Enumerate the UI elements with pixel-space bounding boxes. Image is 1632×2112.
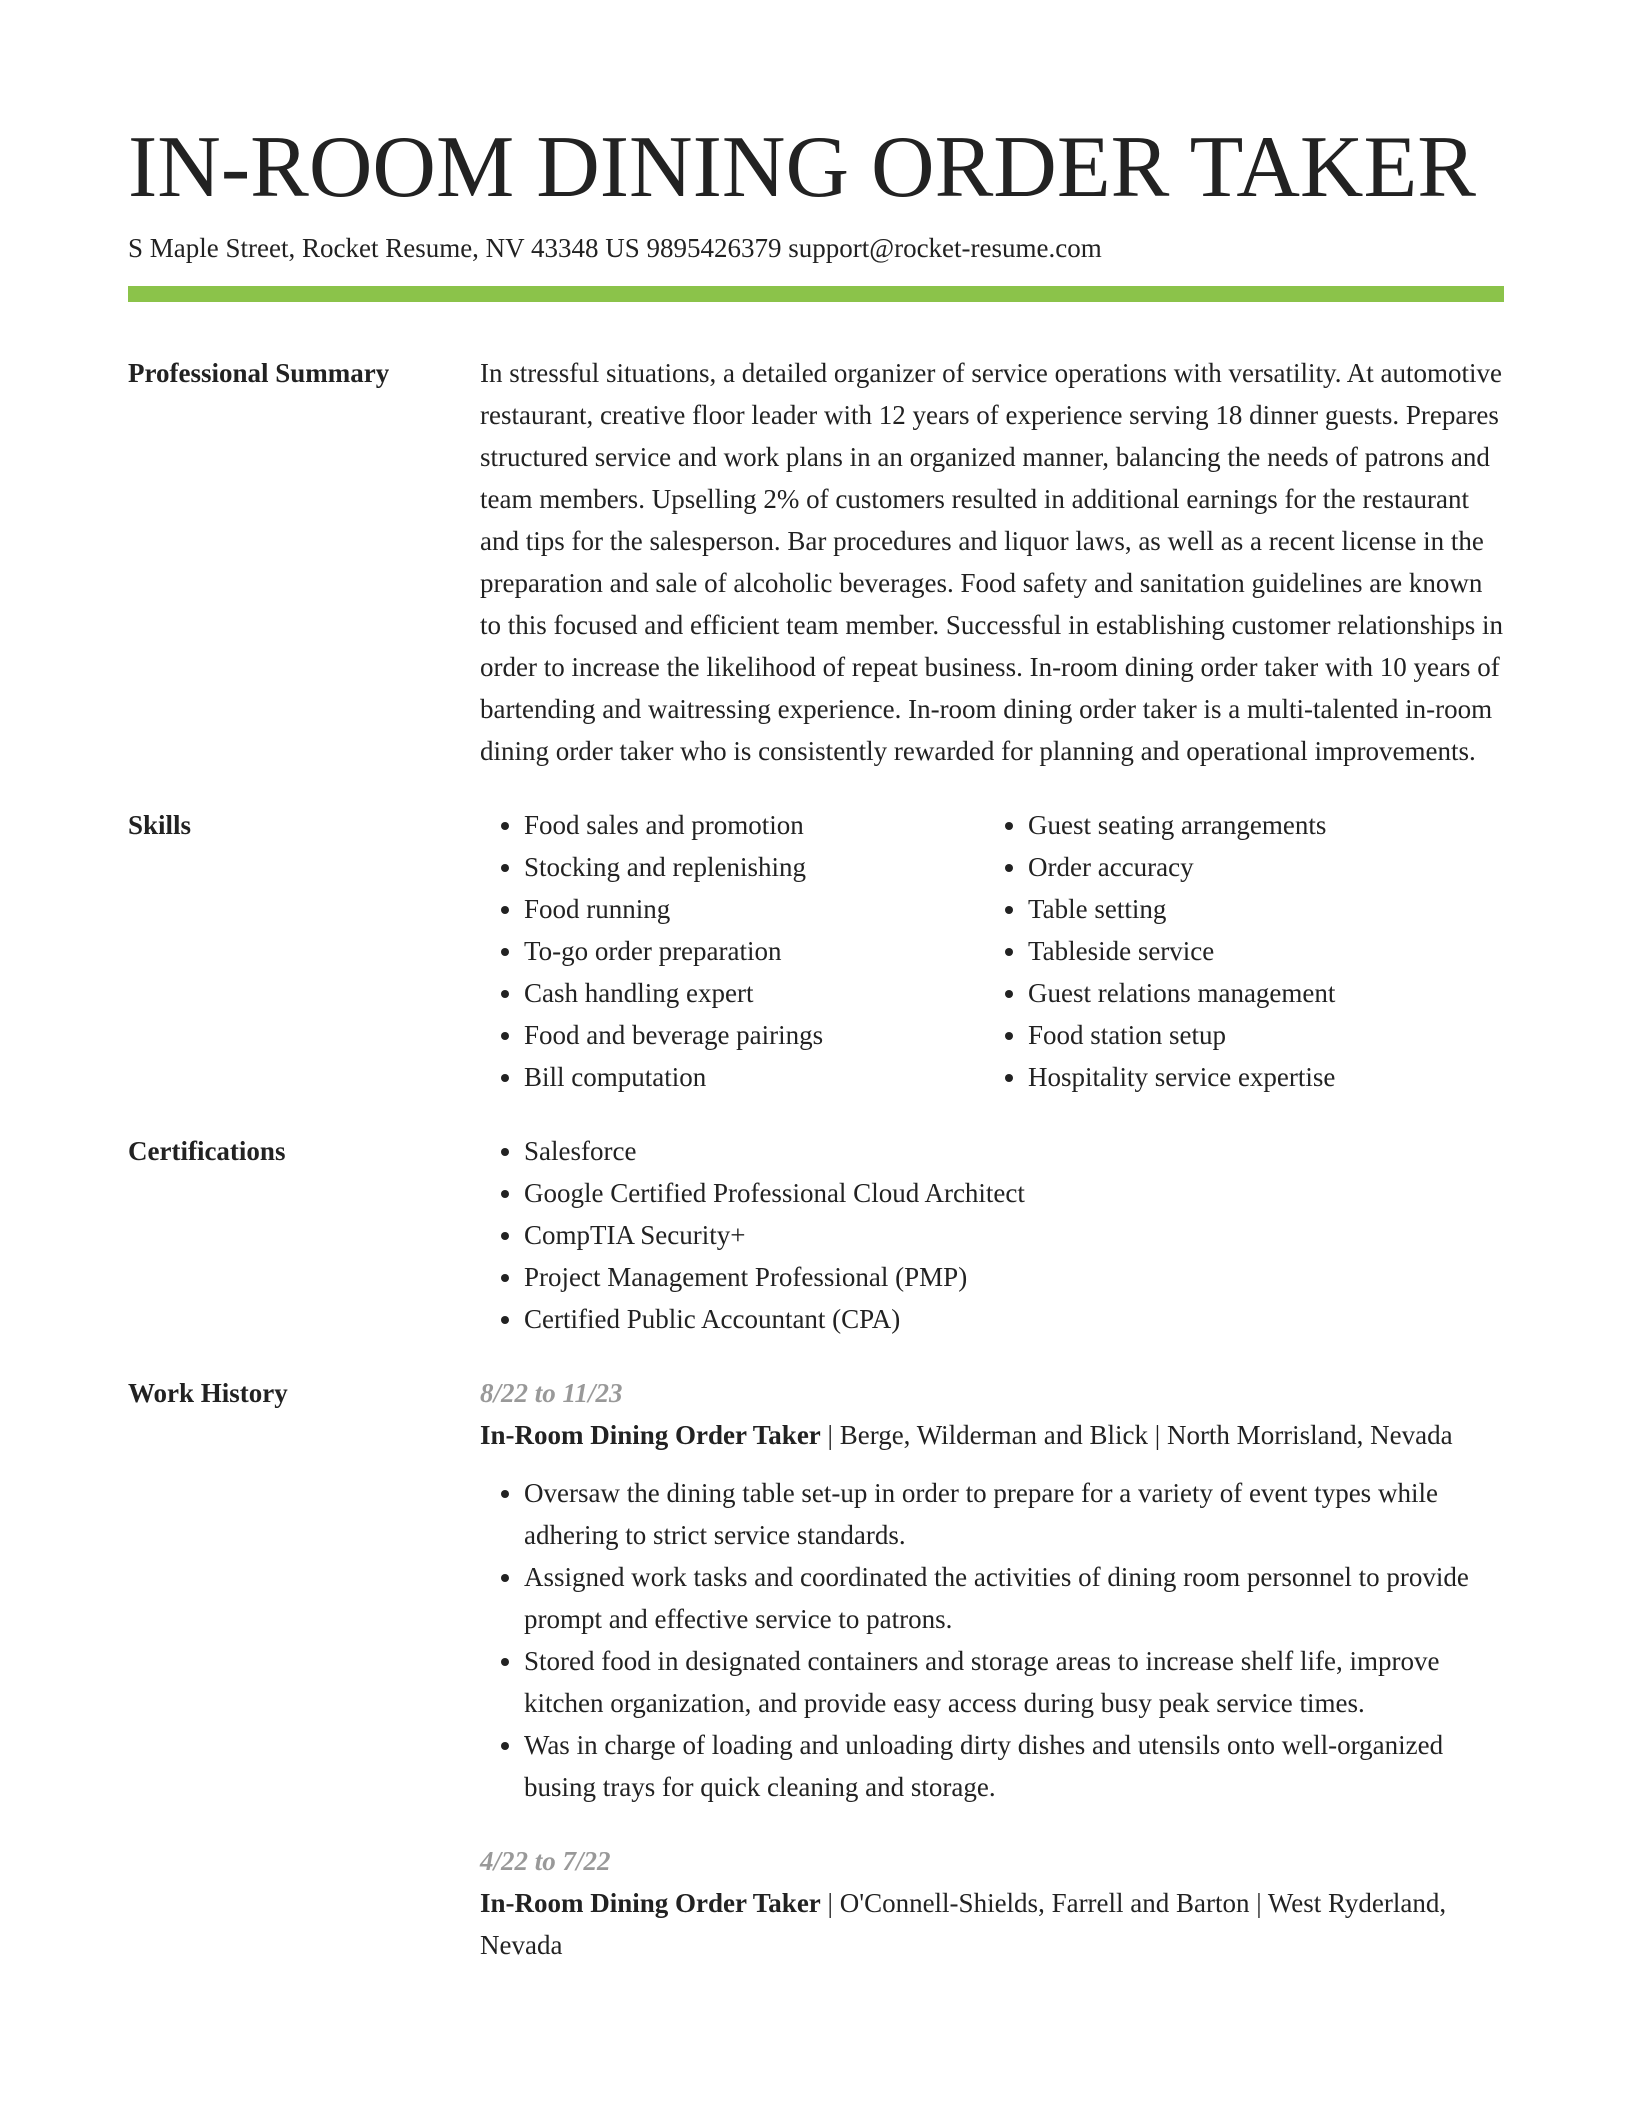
- skills-section: [128, 804, 1504, 1098]
- certifications-section: [128, 1130, 1504, 1340]
- job-bullet: • Assigned work tasks and coordinated the activities of dining room personnel to provide prompt and effective service to patrons.: [524, 1556, 1504, 1640]
- section-title-certifications: Certifications: [128, 1136, 286, 1166]
- header-divider: [128, 286, 1504, 302]
- section-title-work-history: Work History: [128, 1378, 288, 1408]
- skill-item: • Tableside service: [1028, 930, 1488, 972]
- job-entry: [480, 1840, 1504, 1966]
- skills-column-left: [480, 804, 984, 1098]
- contact-address: S Maple Street, Rocket Resume, NV 43348 US: [128, 233, 640, 263]
- job-bullets: [480, 1472, 1504, 1808]
- skill-item: • Food station setup: [1028, 1014, 1488, 1056]
- skill-item: • To-go order preparation: [524, 930, 984, 972]
- skill-item: • Bill computation: [524, 1056, 984, 1098]
- skills-column-right: [984, 804, 1488, 1098]
- skill-item: • Food and beverage pairings: [524, 1014, 984, 1056]
- skill-item: • Order accuracy: [1028, 846, 1488, 888]
- job-entry: [480, 1372, 1504, 1808]
- work-history-body: [480, 1372, 1504, 1998]
- certifications-list-wrap: [480, 1130, 1504, 1340]
- job-employer-location: | O'Connell-Shields, Farrell and Barton | West Ryderland, Nevada: [480, 1888, 1447, 1960]
- certification-item: • Google Certified Professional Cloud Architect: [524, 1172, 1504, 1214]
- job-dates: 4/22 to 7/22: [480, 1846, 611, 1876]
- job-heading: [480, 1882, 1504, 1966]
- certifications-list: [480, 1130, 1504, 1340]
- job-title: In-Room Dining Order Taker: [480, 1888, 821, 1918]
- job-dates: 8/22 to 11/23: [480, 1378, 623, 1408]
- summary-text: In stressful situations, a detailed organizer of service operations with versatility. At automotive restaurant, creative floor leader with 12 years of experience serving 18 dinner guests. Prepares structured service and work plans in an organized manner, balancing the needs of patrons and team members. Upselling 2% of customers resulted in additional earnings for the restaurant and tips for the salesperson. Bar procedures and liquor laws, as well as a recent license in the preparation and sale of alcoholic beverages. Food safety and sanitation guidelines are known to this focused and efficient team member. Successful in establishing customer relationships in order to increase the likelihood of repeat business. In-room dining order taker with 10 years of bartending and waitressing experience. In-room dining order taker is a multi-talented in-room dining order taker who is consistently rewarded for planning and operational improvements.: [480, 358, 1504, 766]
- certification-item: • Certified Public Accountant (CPA): [524, 1298, 1504, 1340]
- skill-item: • Food sales and promotion: [524, 804, 984, 846]
- contact-phone: 9895426379: [646, 233, 782, 263]
- resume-title: IN-ROOM DINING ORDER TAKER: [128, 119, 1476, 216]
- job-employer-location: | Berge, Wilderman and Blick | North Morrisland, Nevada: [820, 1420, 1453, 1450]
- skills-list: [480, 804, 1504, 1098]
- contact-email: support@rocket-resume.com: [788, 233, 1102, 263]
- summary-section: [128, 352, 1504, 772]
- skill-item: • Table setting: [1028, 888, 1488, 930]
- job-bullet: • Oversaw the dining table set-up in order to prepare for a variety of event types while adhering to strict service standards.: [524, 1472, 1504, 1556]
- certification-item: • CompTIA Security+: [524, 1214, 1504, 1256]
- skill-item: • Guest seating arrangements: [1028, 804, 1488, 846]
- section-title-skills: Skills: [128, 810, 192, 840]
- job-bullet: • Stored food in designated containers and storage areas to increase shelf life, improve kitchen organization, and provide easy access during busy peak service times.: [524, 1640, 1504, 1724]
- certification-item: • Project Management Professional (PMP): [524, 1256, 1504, 1298]
- section-title-summary: Professional Summary: [128, 358, 390, 388]
- skill-item: • Stocking and replenishing: [524, 846, 984, 888]
- certification-item: • Salesforce: [524, 1130, 1504, 1172]
- skill-item: • Hospitality service expertise: [1028, 1056, 1488, 1098]
- job-title: In-Room Dining Order Taker: [480, 1420, 821, 1450]
- work-history-section: [128, 1372, 1504, 1998]
- skill-item: • Cash handling expert: [524, 972, 984, 1014]
- job-heading: [480, 1414, 1504, 1456]
- contact-line: [128, 230, 1504, 266]
- skill-item: • Guest relations management: [1028, 972, 1488, 1014]
- job-bullet: • Was in charge of loading and unloading dirty dishes and utensils onto well-organized busing trays for quick cleaning and storage.: [524, 1724, 1504, 1808]
- skill-item: • Food running: [524, 888, 984, 930]
